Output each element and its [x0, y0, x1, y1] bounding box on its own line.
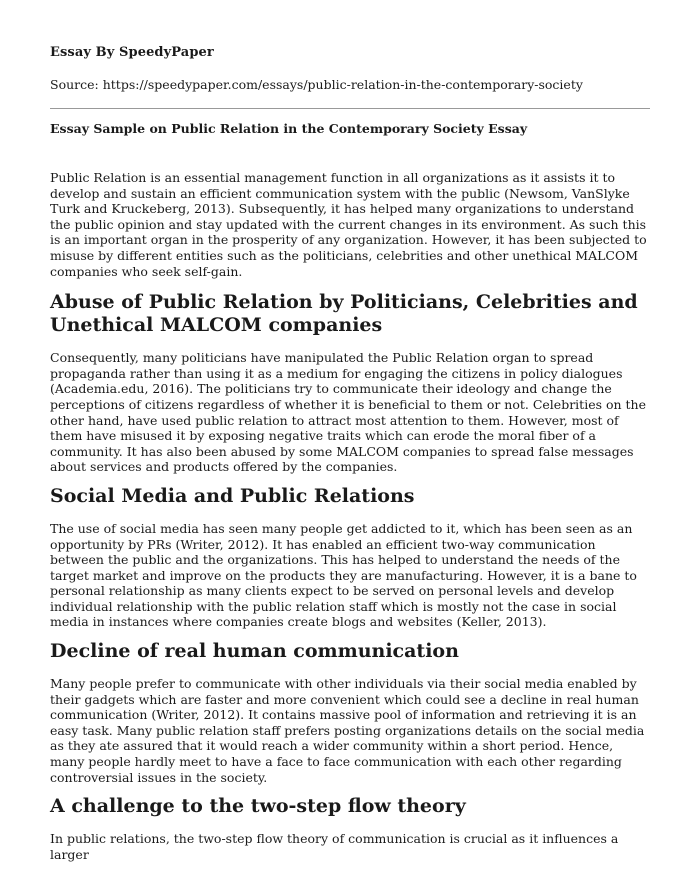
source-label: Source:	[50, 77, 99, 92]
section-heading-two-step: A challenge to the two-step flow theory	[50, 795, 466, 818]
essay-body	[50, 170, 650, 872]
section-paragraph-abuse: Consequently, many politicians have manipulated the Public Relation organ to spread propaganda rather than using it as a medium for engaging the citizens in policy dialogues (Academia.edu, 2016). The politicians try to communicate their ideology and change the perceptions of citizens regardless of whether it is beneficial to them or not. Celebrities on the other hand, have used public relation to attract most attention to them. However, most of them have misused it by exposing negative traits which can erode the moral fiber of a community. It has also been abused by some MALCOM companies to spread false messages about services and products offered by the companies.	[50, 350, 647, 475]
source-line	[50, 76, 650, 94]
section-heading-abuse: Abuse of Public Relation by Politicians, Celebrities and Unethical MALCOM companies	[50, 291, 638, 337]
source-url[interactable]: https://speedypaper.com/essays/public-relation-in-the-contemporary-society	[102, 77, 583, 92]
header-divider	[50, 108, 650, 109]
section-paragraph-social-media: The use of social media has seen many people get addicted to it, which has been seen as an opportunity by PRs (Writer, 2012). It has enabled an efficient two-way communication between the public and the organizations. This has helped to understand the needs of the target market and improve on the products they are manufacturing. However, it is a bane to personal relationship as many clients expect to be served on personal levels and develop individual relationship with the public relation staff which is mostly not the case in social media in instances where companies create blogs and websites (Keller, 2013).	[50, 520, 637, 630]
brand-title: Essay By SpeedyPaper	[50, 45, 214, 60]
essay-title: Essay Sample on Public Relation in the Contemporary Society Essay	[50, 121, 528, 136]
section-paragraph-decline: Many people prefer to communicate with other individuals via their social media enabled by their gadgets which are faster and more convenient which could see a decline in real human communication (Writer, 2012). It contains massive pool of information and retrieving it is an easy task. Many public relation staff prefers posting organizations details on the social media as they ate assured that it would reach a wider community within a short period. Hence, many people hardly meet to have a face to face communication with each other regarding controversial issues in the society.	[50, 676, 645, 785]
section-heading-social-media: Social Media and Public Relations	[50, 484, 415, 507]
section-heading-decline: Decline of real human communication	[50, 640, 459, 663]
intro-paragraph: Public Relation is an essential management function in all organizations as it assists it to develop and sustain an efficient communication system with the public (Newsom, VanSlyke Turk and Kruckeberg, 2013). Subsequently, it has helped many organizations to understand the public opinion and stay updated with the current changes in its environment. As such this is an important organ in the prosperity of any organization. However, it has been subjected to misuse by different entities such as the politicians, celebrities and other unethical MALCOM companies who seek self-gain.	[50, 170, 647, 279]
section-paragraph-two-step: In public relations, the two-step flow theory of communication is crucial as it influences a larger	[50, 831, 619, 862]
